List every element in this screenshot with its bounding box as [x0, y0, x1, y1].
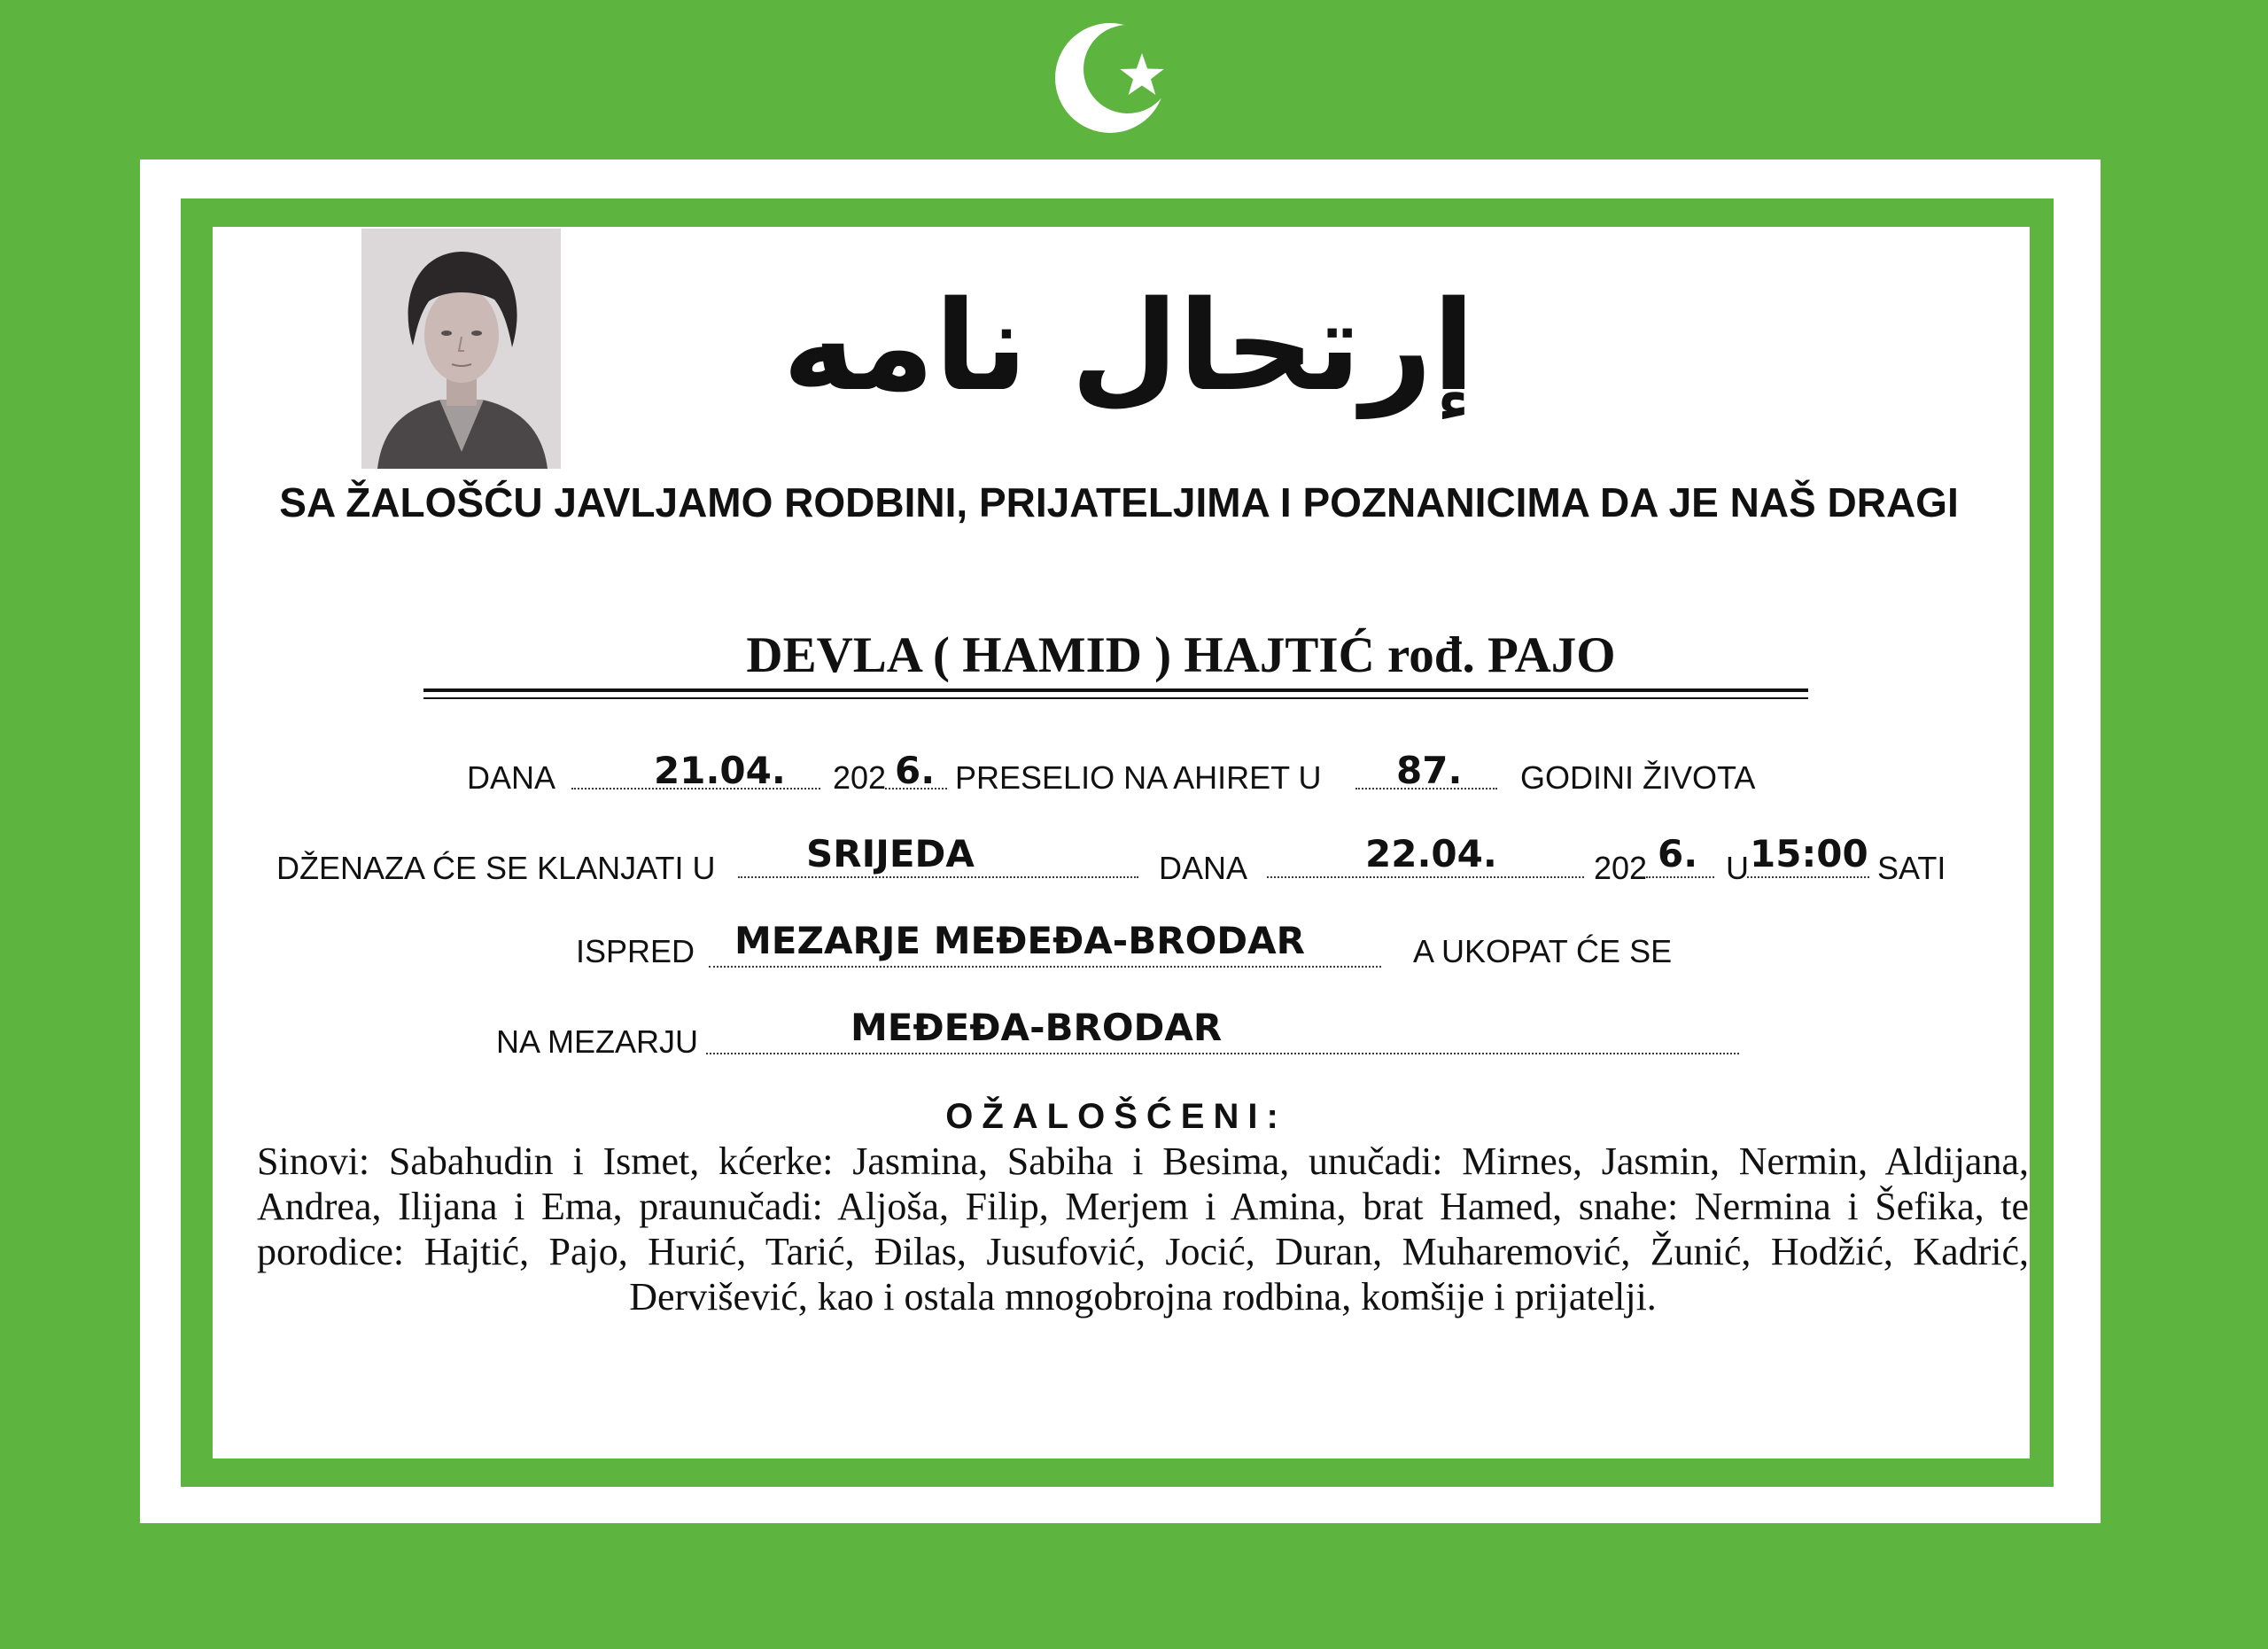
mourners-list	[257, 1139, 2029, 1319]
death-date-value: 21.04.	[654, 749, 786, 792]
crescent-star-icon	[1053, 19, 1172, 136]
location-before-label: ISPRED	[576, 933, 695, 969]
janazah-year-prefix: 202	[1594, 850, 1648, 886]
cemetery-field	[706, 1006, 1739, 1054]
janazah-time-value: 15:00	[1750, 832, 1868, 875]
location-field	[709, 919, 1381, 968]
death-date-field	[571, 749, 820, 792]
janazah-time-field	[1747, 832, 1869, 878]
janazah-date-field	[1267, 832, 1584, 878]
age-label: GODINI ŽIVOTA	[1520, 759, 1756, 796]
mourners-line: Dervišević, kao i ostala mnogobrojna rodbina, komšije i prijatelji.	[629, 1275, 1657, 1318]
cemetery-label: NA MEZARJU	[496, 1023, 699, 1060]
death-year-prefix: 202	[833, 759, 887, 796]
name-double-rule-thin	[423, 697, 1808, 699]
cemetery-value: MEĐEĐA-BRODAR	[850, 1006, 1223, 1049]
location-value: MEZARJE MEĐEĐA-BRODAR	[734, 919, 1305, 962]
mourners-heading: OŽALOŠĆENI:	[945, 1097, 1287, 1136]
death-day-label: DANA	[467, 759, 556, 796]
name-double-rule	[423, 688, 1808, 692]
deceased-name: DEVLA ( HAMID ) HAJTIĆ rođ. PAJO	[746, 627, 1616, 683]
janazah-day-label: DANA	[1159, 850, 1248, 886]
janazah-weekday-field	[738, 832, 1138, 878]
mourners-line: Sinovi: Sabahudin i Ismet, kćerke: Jasmina, Sabiha i Besima, unučadi: Mirnes, Jasmin, Nermin, Aldijana,	[257, 1140, 2029, 1183]
janazah-label: DŽENAZA ĆE SE KLANJATI U	[276, 850, 716, 886]
mourners-line: Andrea, Ilijana i Ema, praunučadi: Aljoša, Filip, Merjem i Amina, brat Hamed, snahe: Nermina i Šefika, te	[257, 1185, 2029, 1228]
passed-away-label: PRESELIO NA AHIRET U	[955, 759, 1322, 796]
death-year-value: 6.	[895, 749, 936, 792]
age-field	[1355, 749, 1497, 792]
janazah-at-label: U	[1726, 850, 1749, 886]
janazah-hours-label: SATI	[1877, 850, 1946, 886]
janazah-date-value: 22.04.	[1365, 832, 1497, 875]
janazah-year-field	[1646, 832, 1714, 878]
arabic-title: إرتحال نامه	[782, 275, 1475, 419]
age-value: 87.	[1396, 749, 1463, 792]
burial-intro-label: A UKOPAT ĆE SE	[1413, 933, 1673, 969]
death-year-field	[885, 749, 947, 792]
mourners-line: porodice: Hajtić, Pajo, Hurić, Tarić, Đilas, Jusufović, Jocić, Duran, Muharemović, Žunić, Hodžić, Kadrić,	[257, 1230, 2029, 1273]
janazah-year-value: 6.	[1658, 832, 1698, 875]
deceased-photo	[361, 229, 561, 469]
janazah-weekday-value: SRIJEDA	[806, 832, 975, 875]
announcement-heading: SA ŽALOŠĆU JAVLJAMO RODBINI, PRIJATELJIMA I POZNANICIMA DA JE NAŠ DRAGI	[279, 479, 1959, 525]
